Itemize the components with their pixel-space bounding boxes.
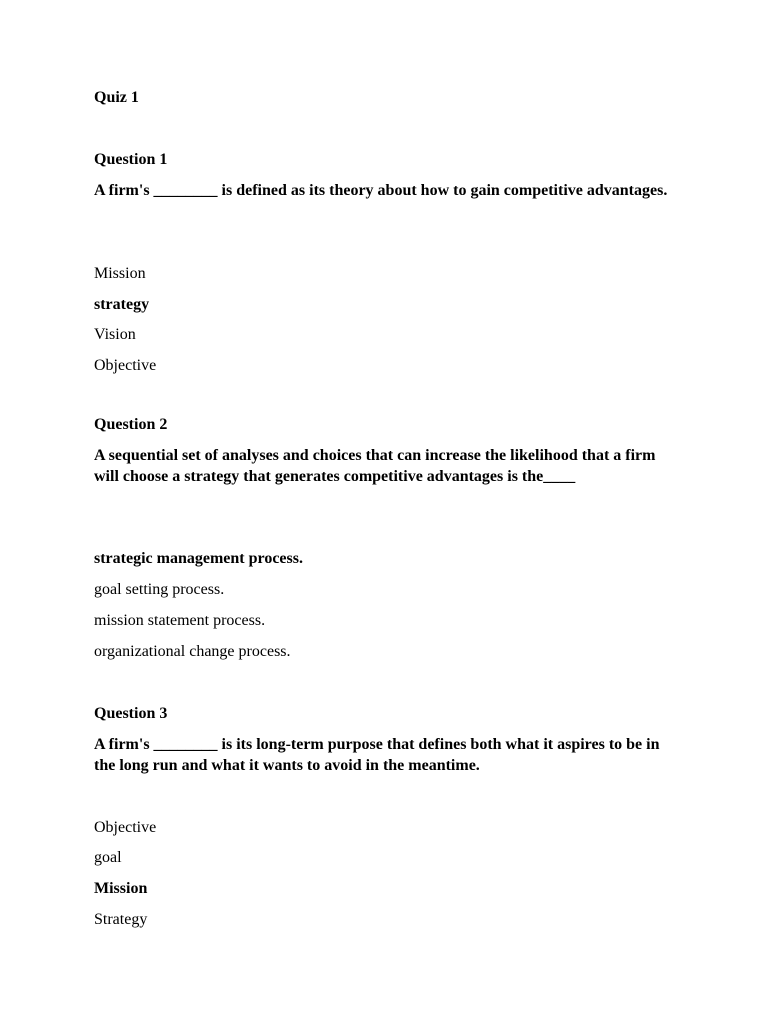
- question-2-option-4: organizational change process.: [94, 643, 291, 660]
- question-3-text: A firm's ________ is its long-term purpose that defines both what it aspires to be in the long run and what it wants to avoid in the meantime.: [94, 736, 660, 774]
- question-1-option-4: Objective: [94, 357, 157, 374]
- question-2-option-1: strategic management process.: [94, 550, 303, 567]
- question-1-option-3: Vision: [94, 326, 136, 343]
- question-3-option-3: Mission: [94, 880, 148, 897]
- question-1-heading: Question 1: [94, 151, 168, 168]
- question-2-option-2: goal setting process.: [94, 581, 225, 598]
- question-3-heading: Question 3: [94, 705, 168, 722]
- question-2-heading: Question 2: [94, 416, 168, 433]
- question-3-option-2: goal: [94, 849, 122, 866]
- question-1-text: A firm's ________ is defined as its theory about how to gain competitive advantages.: [94, 182, 668, 199]
- question-3-option-4: Strategy: [94, 911, 148, 928]
- question-2-text: A sequential set of analyses and choices that can increase the likelihood that a firm will choose a strategy that generates competitive advantages is the____: [94, 447, 656, 485]
- question-1-option-2: strategy: [94, 296, 150, 313]
- question-2-option-3: mission statement process.: [94, 612, 266, 629]
- page-title: Quiz 1: [94, 89, 139, 106]
- question-1-option-1: Mission: [94, 265, 146, 282]
- question-3-option-1: Objective: [94, 819, 157, 836]
